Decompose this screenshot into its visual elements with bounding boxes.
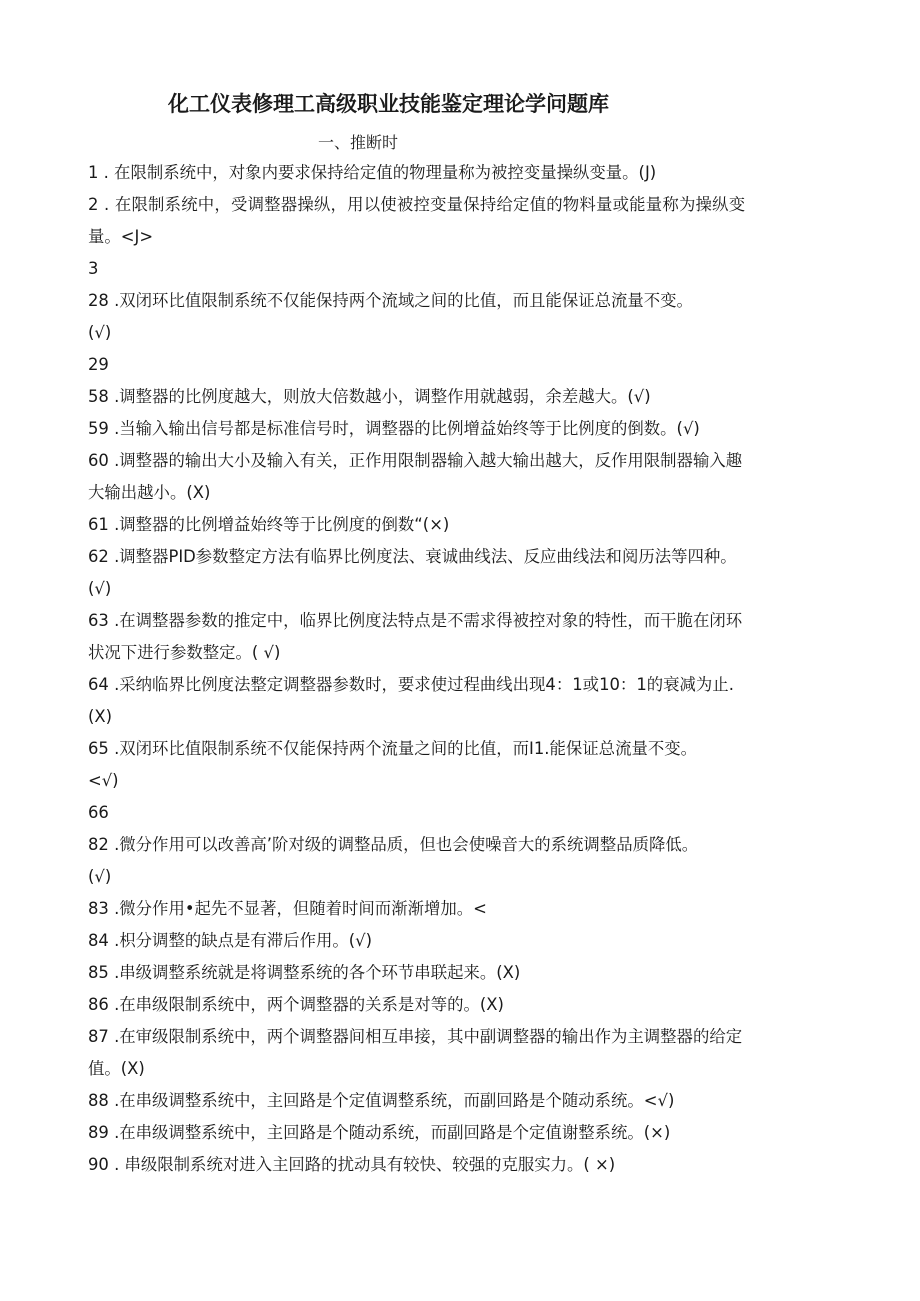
question-line: 65 .双闭环比值限制系统不仅能保持两个流量之间的比值，而I1.能保证总流量不变。 (88, 739, 698, 758)
question-line: 87 .在审级限制系统中，两个调整器间相互串接，其中副调整器的输出作为主调整器的给定 (88, 1027, 743, 1046)
question-line: 86 .在串级限制系统中，两个调整器的关系是对等的。(X) (88, 995, 504, 1014)
section-title: 一、推断时 (318, 133, 399, 152)
question-line: 66 (88, 803, 109, 822)
question-line: 值。(X) (88, 1059, 145, 1078)
question-line: 83 .微分作用•起先不显著，但随着时间而渐渐增加。< (88, 899, 487, 918)
question-line: 大输出越小。(X) (88, 483, 211, 502)
question-line: 62 .调整器PID参数整定方法有临界比例度法、衰诚曲线法、反应曲线法和阅历法等四种。 (88, 547, 737, 566)
question-line: (√) (88, 867, 112, 886)
question-line: 量。<J> (88, 227, 154, 246)
question-line: 88 .在串级调整系统中，主回路是个定值调整系统，而副回路是个随动系统。<√) (88, 1091, 675, 1110)
question-line: 29 (88, 355, 109, 374)
question-line: (X) (88, 707, 113, 726)
question-line: 58 .调整器的比例度越大，则放大倍数越小，调整作用就越弱，余差越大。(√) (88, 387, 651, 406)
question-line: 状况下进行参数整定。( √) (88, 643, 281, 662)
question-line: 85 .串级调整系统就是将调整系统的各个环节串联起来。(X) (88, 963, 521, 982)
question-line: 89 .在串级调整系统中，主回路是个随动系统，而副回路是个定值谢整系统。(×) (88, 1123, 671, 1142)
question-line: (√) (88, 323, 112, 342)
question-line: 1 . 在限制系统中，对象内要求保持给定值的物理量称为被控变量操纵变量。(J) (88, 163, 657, 182)
question-line: 90 . 串级限制系统对进入主回路的扰动具有较快、较强的克服实力。( ×) (88, 1155, 616, 1174)
question-line: <√) (88, 771, 119, 790)
question-line: 63 .在调整器参数的推定中，临界比例度法特点是不需求得被控对象的特性，而干脆在闭环 (88, 611, 743, 630)
question-line: 59 .当输入输出信号都是标准信号时，调整器的比例增益始终等于比例度的倒数。(√) (88, 419, 700, 438)
question-line: 64 .采纳临界比例度法整定调整器参数时，要求使过程曲线出现4：1或10：1的衰减为止. (88, 675, 734, 694)
question-line: 82 .微分作用可以改善高’阶对级的调整品质，但也会使噪音大的系统调整品质降低。 (88, 835, 699, 854)
question-line: 84 .枳分调整的缺点是有滞后作用。(√) (88, 931, 372, 950)
question-line: (√) (88, 579, 112, 598)
question-list (88, 157, 833, 1181)
question-line: 2 . 在限制系统中，受调整器操纵，用以使被控变量保持给定值的物料量或能量称为操纵变 (88, 195, 746, 214)
question-line: 3 (88, 259, 99, 278)
question-line: 28 .双闭环比值限制系统不仅能保持两个流域之间的比值，而且能保证总流量不变。 (88, 291, 693, 310)
question-line: 61 .调整器的比例增益始终等于比例度的倒数“(×) (88, 515, 450, 534)
document-title: 化工仪表修理工高级职业技能鉴定理论学问题库 (168, 92, 609, 116)
question-line: 60 .调整器的输出大小及输入有关，正作用限制器输入越大输出越大，反作用限制器输入趣 (88, 451, 743, 470)
